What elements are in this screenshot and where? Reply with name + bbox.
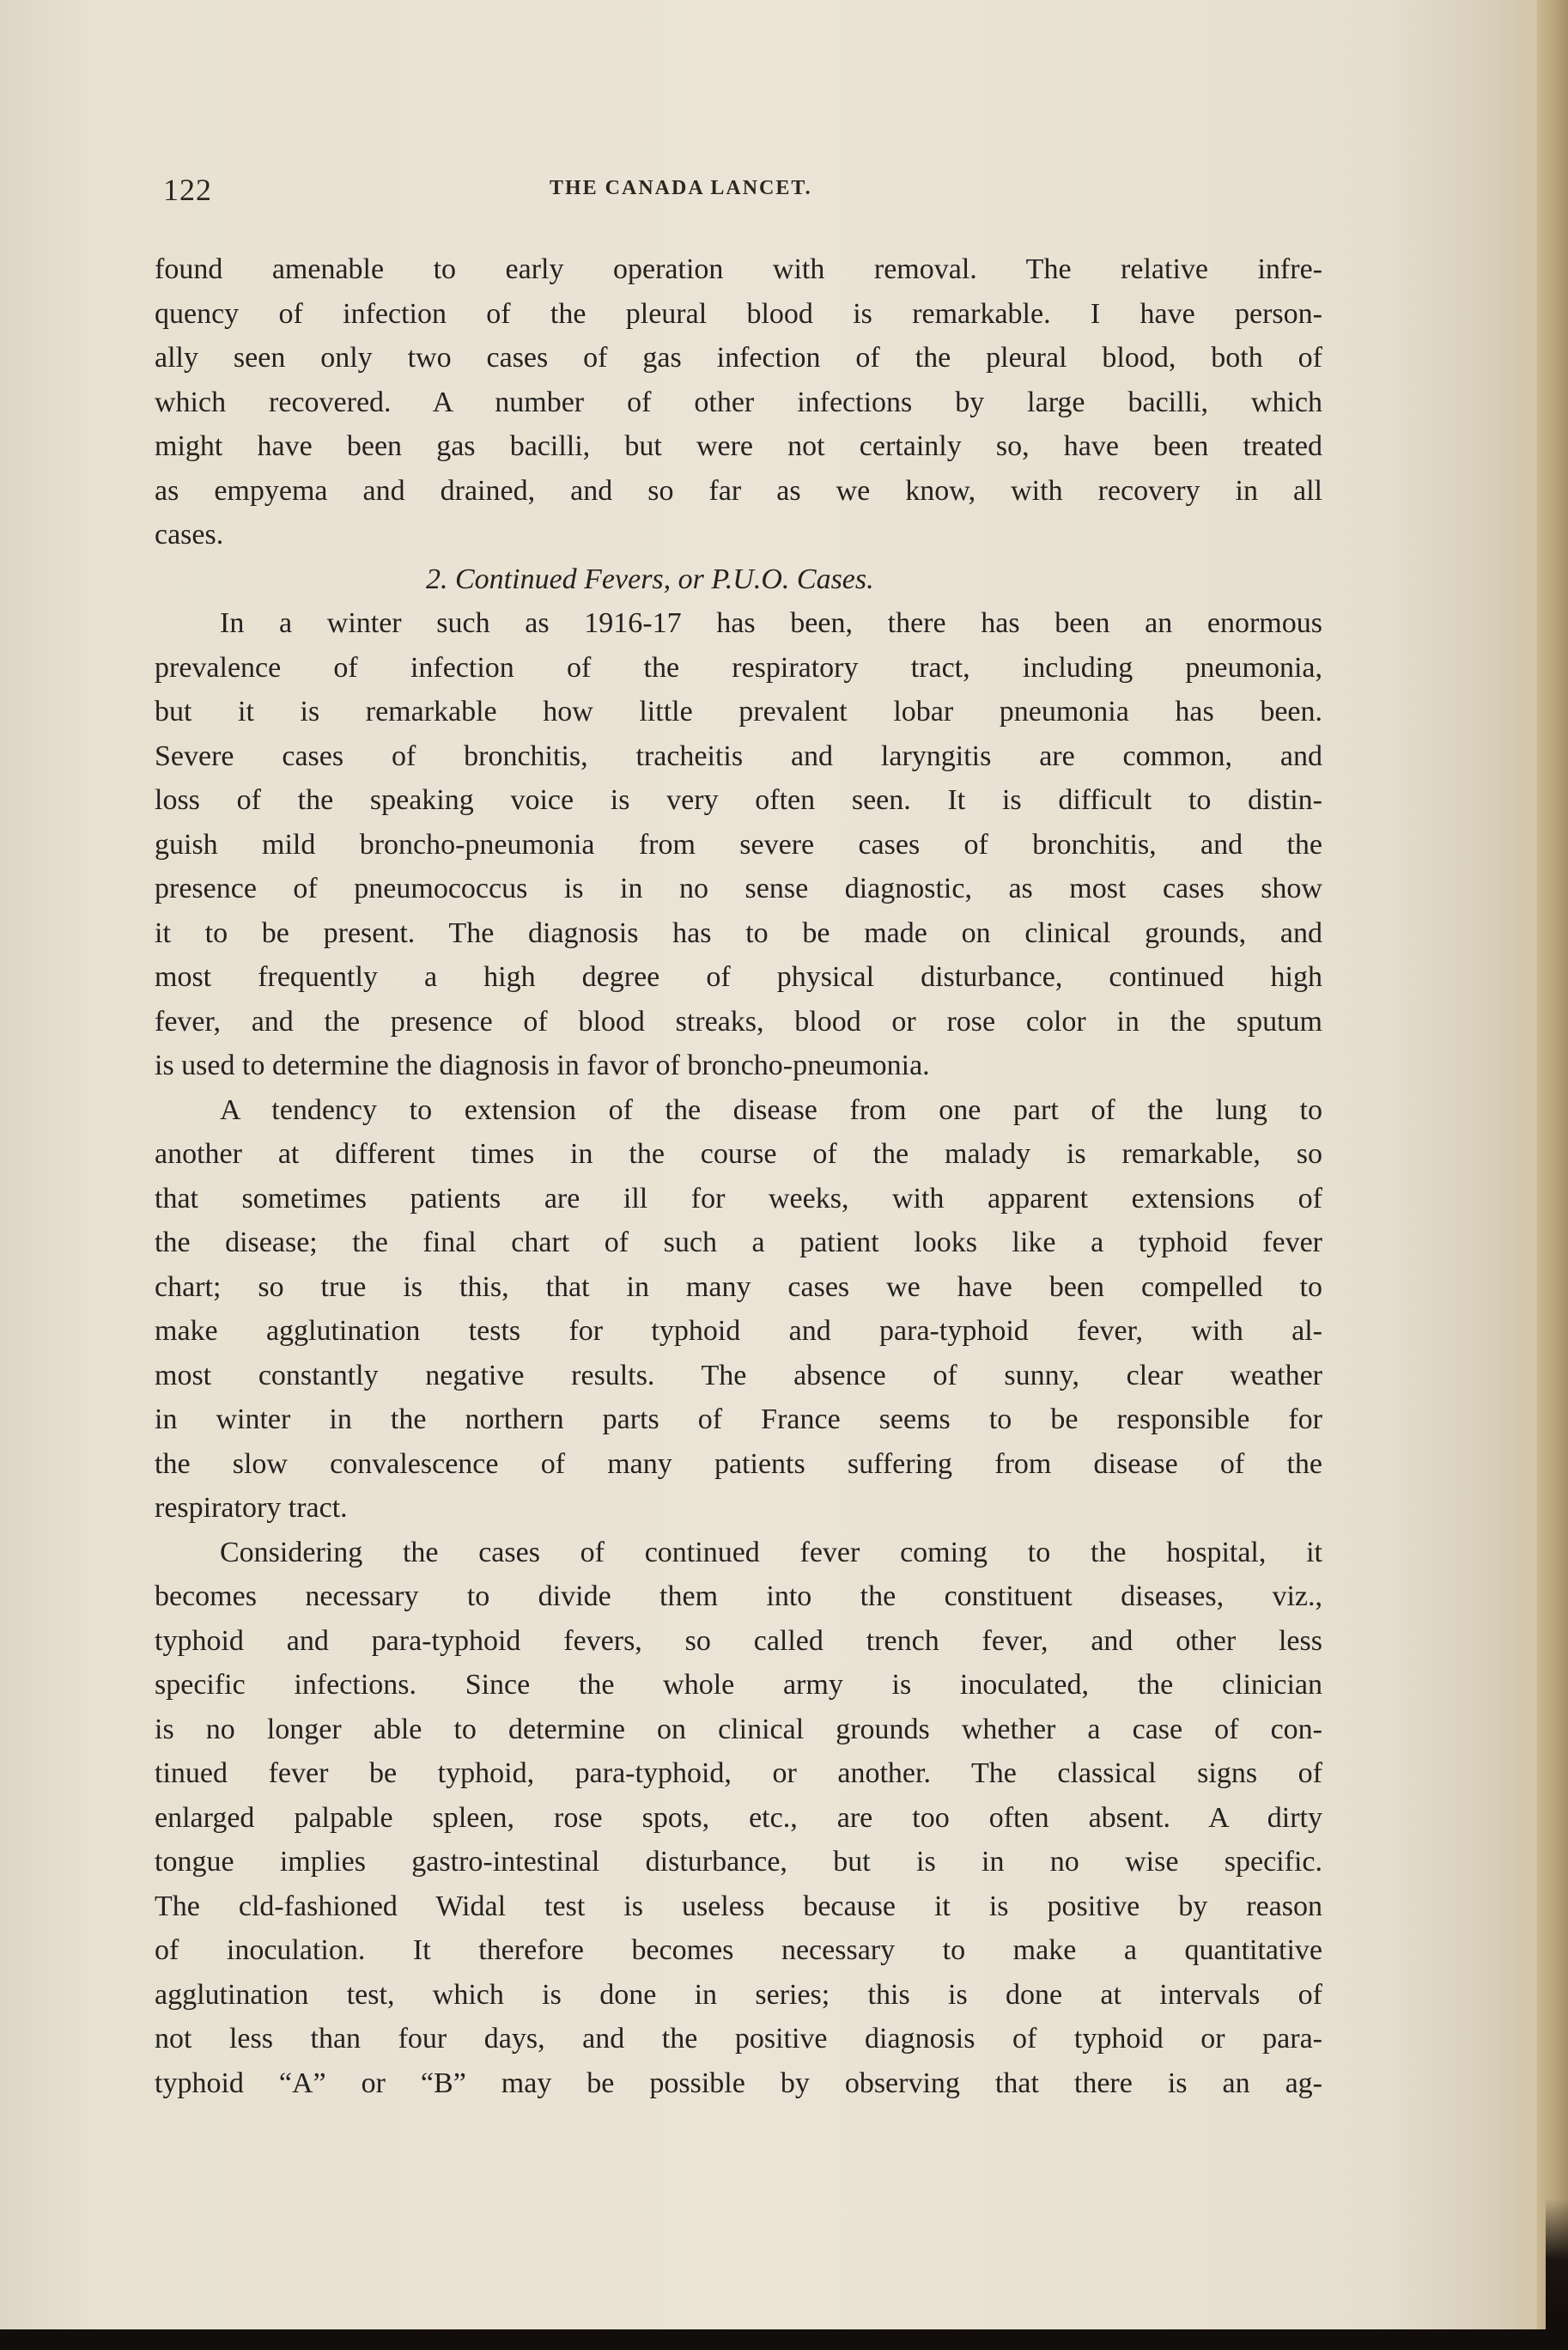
text-line: is no longer able to determine on clinical grounds whether a case of con- [155,1713,1322,1745]
text-line: make agglutination tests for typhoid and para-typhoid fever, with al- [155,1315,1322,1347]
page-edge-shadow [1546,2199,1568,2350]
text-line: Considering the cases of continued fever coming to the hospital, it [220,1536,1322,1568]
page-header [163,172,1322,215]
section-heading: 2. Continued Fevers, or P.U.O. Cases. [426,563,874,595]
body-text [155,247,1322,2105]
text-line: becomes necessary to divide them into the constituent diseases, viz., [155,1580,1322,1612]
text-line: chart; so true is this, that in many cases we have been compelled to [155,1270,1322,1303]
text-line: most constantly negative results. The absence of sunny, clear weather [155,1359,1322,1391]
text-line: tongue implies gastro-intestinal disturbance, but is in no wise specific. [155,1846,1322,1878]
text-line: Severe cases of bronchitis, tracheitis and laryngitis are common, and [155,740,1322,772]
book-spine-edge [1537,0,1568,2350]
text-line: most frequently a high degree of physical disturbance, continued high [155,961,1322,993]
text-line: The cld-fashioned Widal test is useless because it is positive by reason [155,1890,1322,1922]
scan-bottom-border [0,2329,1568,2350]
text-line: another at different times in the course of the malady is remarkable, so [155,1138,1322,1170]
text-line: A tendency to extension of the disease from one part of the lung to [220,1093,1322,1126]
text-line: In a winter such as 1916-17 has been, there has been an enormous [220,607,1322,639]
text-line: ally seen only two cases of gas infection of the pleural blood, both of [155,342,1322,374]
text-line: that sometimes patients are ill for weeks, with apparent extensions of [155,1182,1322,1215]
page-number: 122 [163,173,212,207]
text-line: loss of the speaking voice is very often seen. It is difficult to distin- [155,784,1322,816]
text-line: typhoid and para-typhoid fevers, so called trench fever, and other less [155,1624,1322,1657]
text-line: of inoculation. It therefore becomes necessary to make a quantitative [155,1934,1322,1966]
text-line: guish mild broncho-pneumonia from severe cases of bronchitis, and the [155,828,1322,861]
text-line: as empyema and drained, and so far as we know, with recovery in all [155,474,1322,507]
text-line: it to be present. The diagnosis has to be made on clinical grounds, and [155,916,1322,949]
text-line: which recovered. A number of other infections by large bacilli, which [155,386,1322,418]
text-line: agglutination test, which is done in series; this is done at intervals of [155,1978,1322,2011]
text-line: not less than four days, and the positive diagnosis of typhoid or para- [155,2023,1322,2055]
text-line: enlarged palpable spleen, rose spots, etc., are too often absent. A dirty [155,1801,1322,1834]
text-line: cases. [155,519,224,551]
text-line: found amenable to early operation with removal. The relative infre- [155,253,1322,285]
text-line: specific infections. Since the whole army is inoculated, the clinician [155,1669,1322,1701]
text-line: tinued fever be typhoid, para-typhoid, or another. The classical signs of [155,1757,1322,1789]
text-line: prevalence of infection of the respiratory tract, including pneumonia, [155,651,1322,684]
text-line: is used to determine the diagnosis in favor of broncho-pneumonia. [155,1050,930,1081]
text-line: respiratory tract. [155,1492,348,1524]
text-line: presence of pneumococcus is in no sense diagnostic, as most cases show [155,873,1322,904]
text-line: quency of infection of the pleural blood is remarkable. I have person- [155,297,1322,330]
text-line: but it is remarkable how little prevalent lobar pneumonia has been. [155,696,1322,728]
text-line: fever, and the presence of blood streaks, blood or rose color in the sputum [155,1005,1322,1038]
text-line: the disease; the final chart of such a patient looks like a typhoid fever [155,1227,1322,1258]
text-line: might have been gas bacilli, but were not certainly so, have been treated [155,430,1322,462]
running-head: THE CANADA LANCET. [550,177,812,199]
text-line: in winter in the northern parts of France seems to be responsible for [155,1403,1322,1435]
text-line: the slow convalescence of many patients suffering from disease of the [155,1447,1322,1480]
text-line: typhoid “A” or “B” may be possible by observing that there is an ag- [155,2067,1322,2099]
